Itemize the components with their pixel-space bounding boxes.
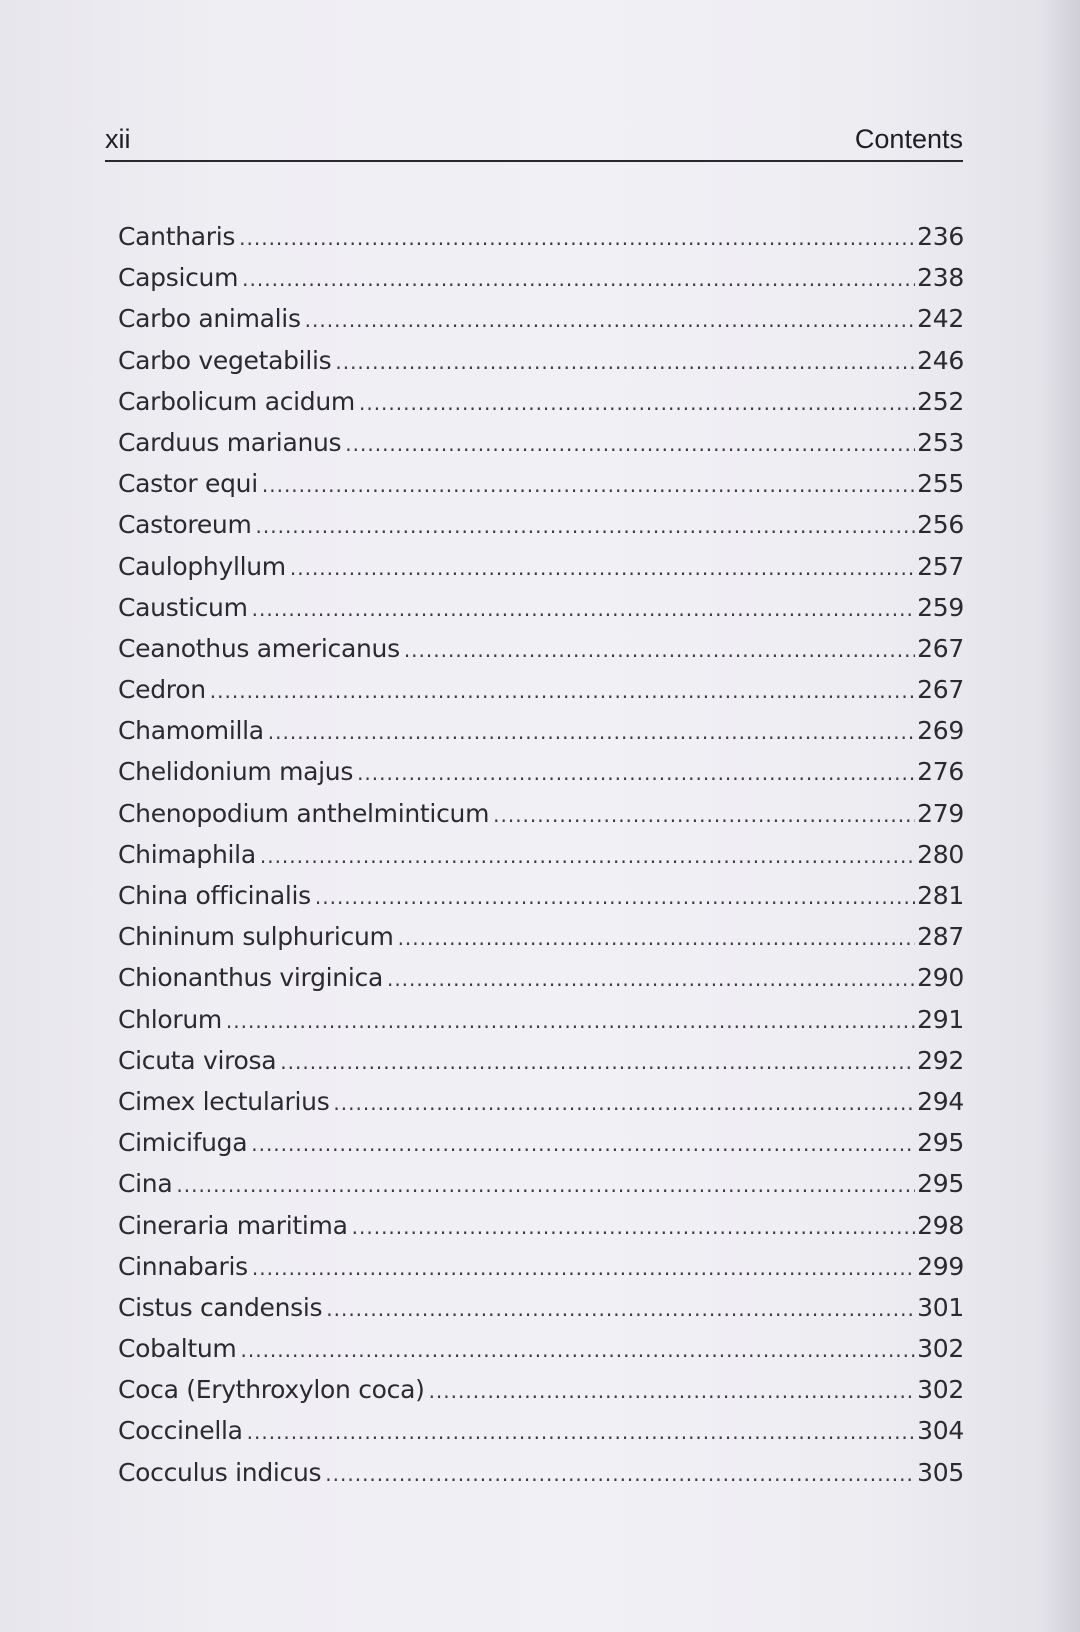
toc-entry-page: 279 xyxy=(917,798,964,828)
toc-entry xyxy=(118,428,964,469)
toc-entry xyxy=(118,1458,964,1499)
dot-leader xyxy=(357,761,915,785)
dot-leader xyxy=(325,1462,915,1486)
toc-entry-page: 294 xyxy=(917,1086,964,1116)
toc-entry-name: Chenopodium anthelminticum xyxy=(118,798,490,828)
toc-entry-name: Capsicum xyxy=(118,263,239,293)
toc-entry-page: 295 xyxy=(917,1128,964,1158)
toc-entry xyxy=(118,881,964,922)
header-rule xyxy=(105,160,963,162)
toc-entry-name: Cedron xyxy=(118,675,206,705)
dot-leader xyxy=(256,514,916,538)
dot-leader xyxy=(242,267,915,291)
toc-entry-page: 257 xyxy=(917,551,964,581)
toc-entry xyxy=(118,1252,964,1293)
dot-leader xyxy=(315,885,915,909)
toc-entry xyxy=(118,304,964,345)
dot-leader xyxy=(252,1256,915,1280)
dot-leader xyxy=(260,844,915,868)
dot-leader xyxy=(493,803,915,827)
toc-entry-name: Cina xyxy=(118,1169,173,1199)
toc-entry-page: 269 xyxy=(917,716,964,746)
toc-entry-name: Chamomilla xyxy=(118,716,264,746)
toc-entry-name: Chionanthus virginica xyxy=(118,963,383,993)
toc-entry-name: Cobaltum xyxy=(118,1334,237,1364)
toc-entry-name: Caulophyllum xyxy=(118,551,286,581)
dot-leader xyxy=(239,226,915,250)
page-edge-shadow xyxy=(1040,0,1080,1632)
toc-entry xyxy=(118,799,964,840)
toc-entry xyxy=(118,1169,964,1210)
toc-entry-name: Chininum sulphuricum xyxy=(118,922,394,952)
toc-entry xyxy=(118,1211,964,1252)
toc-entry xyxy=(118,1293,964,1334)
dot-leader xyxy=(333,1091,915,1115)
toc-entry xyxy=(118,634,964,675)
dot-leader xyxy=(176,1173,915,1197)
toc-entry-page: 299 xyxy=(917,1251,964,1281)
toc-entry-name: Cimicifuga xyxy=(118,1128,248,1158)
toc-entry xyxy=(118,346,964,387)
toc-entry-page: 267 xyxy=(917,675,964,705)
toc-entry xyxy=(118,922,964,963)
toc-entry-page: 302 xyxy=(917,1375,964,1405)
toc-entry-page: 301 xyxy=(917,1292,964,1322)
toc-entry-name: Chelidonium majus xyxy=(118,757,354,787)
toc-entry xyxy=(118,222,964,263)
toc-entry-name: Carbo vegetabilis xyxy=(118,345,332,375)
toc-entry xyxy=(118,1046,964,1087)
toc-entry-page: 280 xyxy=(917,839,964,869)
dot-leader xyxy=(252,597,916,621)
toc-entry-name: Coca (Erythroxylon coca) xyxy=(118,1375,425,1405)
toc-entry-name: Ceanothus americanus xyxy=(118,633,400,663)
toc-entry-page: 246 xyxy=(917,345,964,375)
toc-entry xyxy=(118,1416,964,1457)
table-of-contents xyxy=(118,222,964,1499)
toc-entry-page: 253 xyxy=(917,427,964,457)
toc-entry xyxy=(118,1128,964,1169)
dot-leader xyxy=(210,679,915,703)
dot-leader xyxy=(290,556,915,580)
toc-entry-name: China officinalis xyxy=(118,881,311,910)
toc-entry xyxy=(118,552,964,593)
toc-entry-name: Castoreum xyxy=(118,510,252,540)
toc-entry-page: 267 xyxy=(917,633,964,663)
toc-entry-name: Carbolicum acidum xyxy=(118,386,355,416)
toc-entry-name: Cicuta virosa xyxy=(118,1045,277,1075)
dot-leader xyxy=(268,720,915,744)
toc-entry-page: 256 xyxy=(917,510,964,540)
toc-entry xyxy=(118,1334,964,1375)
toc-entry-page: 291 xyxy=(917,1004,964,1034)
toc-entry xyxy=(118,757,964,798)
toc-entry xyxy=(118,387,964,428)
toc-entry xyxy=(118,675,964,716)
toc-entry xyxy=(118,840,964,881)
dot-leader xyxy=(429,1379,916,1403)
toc-entry-name: Cistus candensis xyxy=(118,1292,323,1322)
dot-leader xyxy=(345,432,915,456)
toc-entry xyxy=(118,1375,964,1416)
toc-entry-page: 295 xyxy=(917,1169,964,1199)
toc-entry-name: Causticum xyxy=(118,592,248,622)
toc-entry-name: Cineraria maritima xyxy=(118,1210,348,1240)
toc-entry xyxy=(118,263,964,304)
dot-leader xyxy=(335,350,915,374)
dot-leader xyxy=(280,1050,915,1074)
running-head xyxy=(105,124,963,160)
toc-entry-page: 287 xyxy=(917,922,964,952)
toc-entry xyxy=(118,1005,964,1046)
dot-leader xyxy=(247,1420,916,1444)
toc-entry-name: Cocculus indicus xyxy=(118,1457,322,1487)
dot-leader xyxy=(387,967,915,991)
dot-leader xyxy=(404,638,915,662)
dot-leader xyxy=(398,926,916,950)
toc-entry-name: Carduus marianus xyxy=(118,427,342,457)
toc-entry-page: 259 xyxy=(917,592,964,622)
toc-entry xyxy=(118,510,964,551)
toc-entry-page: 238 xyxy=(917,263,964,293)
toc-entry-page: 281 xyxy=(917,881,964,910)
dot-leader xyxy=(359,391,915,415)
toc-entry-name: Castor equi xyxy=(118,469,258,499)
dot-leader xyxy=(262,473,915,497)
dot-leader xyxy=(305,308,916,332)
dot-leader xyxy=(352,1215,916,1239)
toc-entry xyxy=(118,716,964,757)
toc-entry-name: Coccinella xyxy=(118,1416,243,1446)
toc-entry-name: Chimaphila xyxy=(118,839,256,869)
toc-entry-page: 292 xyxy=(917,1045,964,1075)
toc-entry-page: 242 xyxy=(917,304,964,334)
toc-entry-name: Cinnabaris xyxy=(118,1251,248,1281)
toc-entry-page: 302 xyxy=(917,1334,964,1364)
toc-entry-page: 236 xyxy=(917,222,964,251)
toc-entry-page: 305 xyxy=(917,1457,964,1487)
dot-leader xyxy=(251,1132,915,1156)
page-folio: xii xyxy=(105,124,131,154)
toc-entry-page: 298 xyxy=(917,1210,964,1240)
toc-entry xyxy=(118,1087,964,1128)
toc-entry-page: 304 xyxy=(917,1416,964,1446)
section-title: Contents xyxy=(854,124,963,154)
toc-entry-page: 290 xyxy=(917,963,964,993)
toc-entry-name: Carbo animalis xyxy=(118,304,301,334)
toc-entry-page: 255 xyxy=(917,469,964,499)
toc-entry-name: Cimex lectularius xyxy=(118,1086,330,1116)
dot-leader xyxy=(326,1297,915,1321)
toc-entry xyxy=(118,469,964,510)
toc-entry xyxy=(118,593,964,634)
toc-entry-page: 276 xyxy=(917,757,964,787)
dot-leader xyxy=(226,1009,915,1033)
toc-entry-name: Chlorum xyxy=(118,1004,222,1034)
toc-entry-page: 252 xyxy=(917,386,964,416)
dot-leader xyxy=(241,1338,916,1362)
toc-entry-name: Cantharis xyxy=(118,222,236,251)
toc-entry xyxy=(118,963,964,1004)
